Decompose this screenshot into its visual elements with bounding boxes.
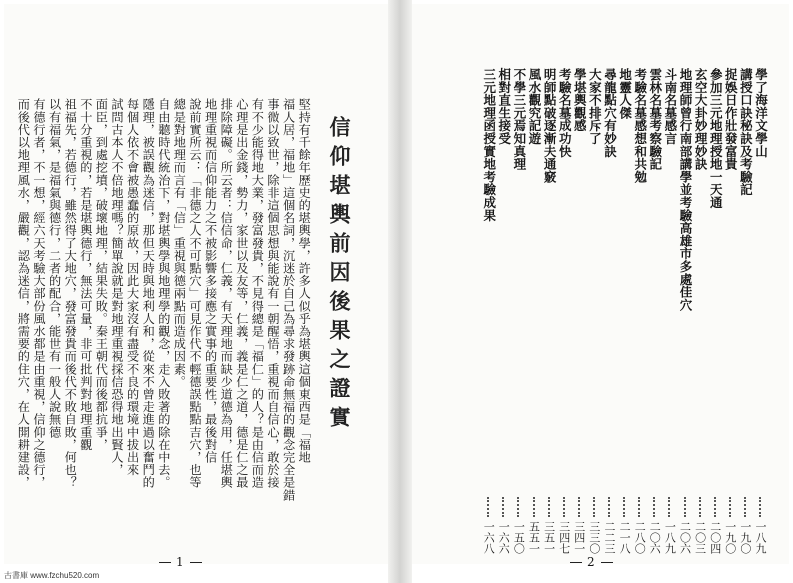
toc-leader-dots	[729, 497, 733, 517]
toc-entry-page: 一六六	[497, 521, 511, 554]
body-text-column: 每個人依不會被愚蠢的原故，因此大家沒有盡受不良的環境中拔出來	[125, 98, 140, 476]
toc-entry-title: 相對直生接受	[496, 68, 512, 145]
toc-entry-title: 地靈人傑	[617, 68, 633, 120]
toc-entry-title: 參加三元地理授地一天通	[708, 68, 724, 209]
toc-leader-dots	[759, 497, 763, 517]
toc-leader-dots	[699, 497, 703, 517]
toc-entry-page: 二八〇	[633, 521, 647, 554]
toc-leader-dots	[533, 497, 537, 517]
page-number-left: 1	[154, 555, 207, 569]
toc-entry-title: 學了海洋文學山	[753, 68, 769, 158]
toc-leader-dots	[578, 497, 582, 517]
toc-entry-page: 二〇六	[648, 521, 662, 554]
toc-entry-title: 三元地理函授實地考驗成果	[481, 68, 497, 222]
body-text-column: 隱理，被誤觀為迷信，那但天時與地利人和，從來不曾走進過以奮鬥的	[141, 98, 156, 489]
toc-entry-title: 雲林名墓考察驗記	[647, 68, 663, 171]
toc-entry-title: 學堪輿觀感	[572, 68, 588, 132]
toc-entry-page: 五五一	[527, 521, 541, 554]
body-text-column: 自由聽時代統治下，對堪輿學與地理學的觀念，走入敗著的除在中去。	[156, 98, 171, 489]
toc-leader-dots	[714, 497, 718, 517]
toc-leader-dots	[653, 497, 657, 517]
body-text-column: 試問古本人不倍地理嗎？簡單說就是對地理重視採信恐得地出賢人，	[110, 98, 124, 476]
toc-leader-dots	[548, 497, 552, 517]
toc-entry-title: 斗南名墓感言	[662, 68, 678, 145]
toc-entry-page: 一九〇	[723, 521, 737, 554]
toc-entry-page: 二一八	[618, 521, 632, 554]
toc-leader-dots	[684, 497, 688, 517]
toc-entry-page: 二〇四	[708, 521, 722, 554]
toc-leader-dots	[638, 497, 642, 517]
body-text-column: 有不少能得地大業，發富發貴，不見得總是「福仁」的人？是由信而造	[250, 98, 265, 489]
page-number-right: 2	[565, 555, 618, 569]
toc-entry-title: 明師點破逐漸夫通竅	[542, 68, 558, 184]
toc-leader-dots	[517, 497, 521, 517]
chapter-title: 信仰堪輿前因後果之證實	[327, 116, 352, 435]
toc-entry-page: 一八九	[663, 521, 677, 554]
toc-entry-title: 大家不排斥了	[587, 68, 603, 145]
toc-entry-title: 玄空大卦妙理妙訣	[693, 68, 709, 171]
toc-entry-page: 二二三	[603, 521, 616, 554]
right-page	[412, 4, 789, 569]
site-watermark: 古書庫 www.fzchu520.com	[4, 571, 100, 580]
toc-entry-page: 一五〇	[512, 521, 526, 554]
toc-entry-page: 一六八	[482, 521, 496, 554]
body-text-column: 說前實所云：「非德之人不可點穴」可見作代不輕德誤點點吉穴，也等	[188, 98, 202, 489]
toc-entry-page: 一八九	[754, 521, 767, 554]
body-text-column: 而後代以地理風水，嚴觀，認為迷信，將需要的住穴，在人開耕建設，	[16, 98, 31, 489]
body-text-column: 排除障礙。所云者：信信命，仁義，有天理地而缺少道德為用，任堪輿	[219, 98, 234, 489]
toc-entry-page: 二〇六	[678, 521, 692, 554]
toc-entry-page: 三三〇	[587, 521, 601, 554]
toc-entry-title: 講授口訣秘訣及考驗記	[738, 68, 754, 196]
left-page	[4, 4, 388, 569]
book-spine	[388, 0, 412, 583]
toc-entry-title: 捉娛日作壯發富貴	[723, 68, 739, 171]
toc-entry-page: 三五一	[542, 521, 556, 554]
toc-leader-dots	[608, 497, 612, 517]
toc-entry-title: 不學三元焉知真理	[511, 68, 527, 171]
body-text-column: 福人居，福地」這個名詞，沉迷於自己為尋求發跡命無福的觀念完全是錯	[281, 98, 296, 502]
toc-entry-page: 三四七	[557, 521, 571, 554]
toc-leader-dots	[668, 497, 672, 517]
toc-leader-dots	[623, 497, 627, 517]
page-number-dash	[159, 562, 171, 563]
body-text-column: 總是對地理而言有「信」重視與德兩點而造成因素。	[172, 98, 187, 388]
body-text-column: 祖福先，若德行，雖然得了大地穴，發富發貴而後代不敗自敗，何也？	[63, 98, 78, 489]
toc-entry-title: 考驗名墓成功快	[557, 68, 573, 158]
toc-entry-page: 三四一	[572, 521, 586, 554]
body-text-column: 不十分重視的，若是堪輿德行，無法可量，非可批判對地理重觀	[78, 98, 93, 451]
body-text-column: 心理是出金錢，勢力，家世以及友等，仁義，義是仁之道，德是仁之最	[234, 98, 249, 489]
toc-entry-page: 二〇三	[693, 521, 707, 554]
toc-leader-dots	[563, 497, 567, 517]
body-text-column: 有德行者，不一想，經六天考驗大部份風水都是由重視，信仰之德行，	[32, 98, 46, 489]
body-text-column: 事微以致世，除非這個思想與能說有一朝醒悟，重視而自信心，敢於接	[266, 98, 280, 489]
page-number-dash	[570, 562, 582, 563]
toc-leader-dots	[502, 497, 506, 517]
page-number-dash	[190, 562, 202, 563]
toc-entry-title: 風水觀究記遊	[527, 68, 542, 145]
toc-leader-dots	[593, 497, 597, 517]
toc-leader-dots	[487, 497, 491, 517]
toc-entry-title: 考驗名墓感想和共勉	[632, 68, 648, 184]
body-text-column: 地理重視而信仰能力之不被影響多接應之實事的重要性，最後對信	[203, 98, 218, 464]
body-text-column: 堅持有千餘年歷史的堪輿學，許多人似乎為堪輿這個東西是「福地	[297, 98, 312, 464]
toc-entry-title: 地理師曾行南部講學並考驗高雄市多處佳穴	[678, 68, 693, 312]
body-text-column: 以有福氣，是福氣與德行，二者的配合，能世有一般人說無德	[47, 98, 62, 439]
page-number-dash	[601, 562, 613, 563]
toc-entry-title: 尋龍點穴有妙訣	[602, 68, 618, 158]
toc-entry-page: 一九〇	[738, 521, 752, 554]
toc-leader-dots	[744, 497, 748, 517]
body-text-column: 面臣，到處挖墳，破壞地理，結果失敗。秦王朝代而後都抗爭，	[94, 98, 109, 451]
